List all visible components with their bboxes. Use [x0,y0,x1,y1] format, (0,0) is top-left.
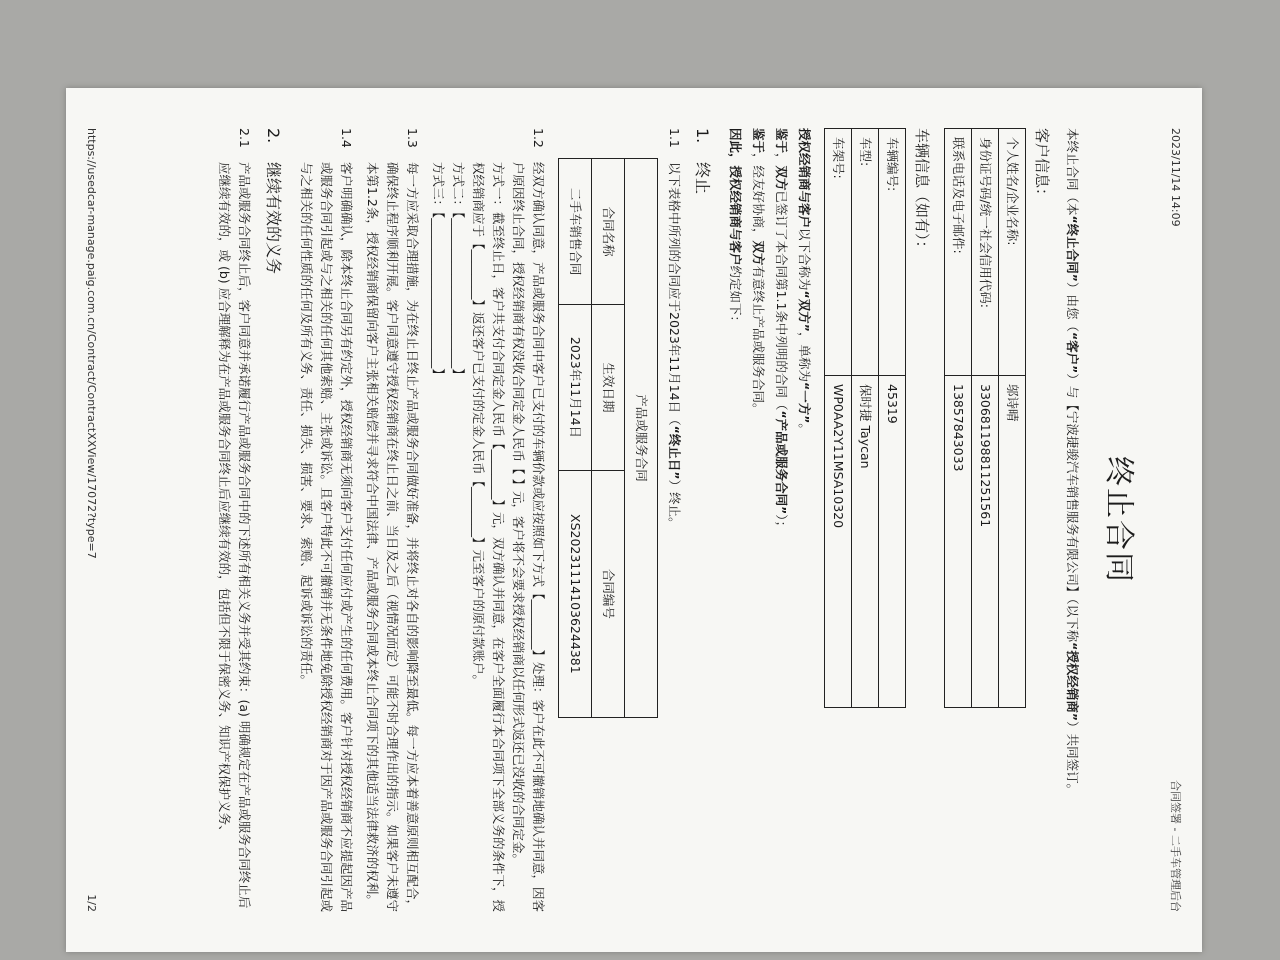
recital-signed: 鉴于，双方已签订了本合同第1.1条中列明的合同（“产品或服务合同”）； [774,128,790,534]
table-row [558,159,591,718]
contract-table [558,158,658,718]
document-title: 终止合同 [1101,456,1137,584]
intro-paragraph: 本终止合同（本“终止合同”）由您（“客户”）与【宁波捷骏汽车销售服务有限公司】（以下称“授权经销商”）共同签订。 [1065,128,1081,797]
table-row: 车辆编号: 45319 [879,129,906,708]
print-timestamp: 2023/11/14 14:09 [1169,128,1182,227]
method-2: 方式二：【________________________】 [450,162,466,381]
col-header: 生效日期 [591,305,624,470]
method-1: 方式一：截至终止日，客户共支付合同定金人民币【________】元，双方确认并同意，在客户全面履行本合同项下全部义务的条件下，授权经销商应于【________】返还客户已支付的定金人民币【________】元至客户的原付款账户。 [470,162,506,913]
table-row: 个人姓名/企业名称: 邬诗晴 [999,129,1026,708]
clause-1-3: 1.3 每一方应采取合理措施，为在终止日终止产品或服务合同做好准备，并将终止对各自的影响降至最低。每一方应本着善意原则相互配合，确保终止程序顺利开展。客户同意遵守授权经销商在终止日之前、当日及之后（视情况而定）可能不时合理作出的指示。如果客户未遵守本第1.2条，授权经销商保留向客户主张相关赔偿并寻求符合中国法律、产品或服务合同或本终止合同项下的其他适当法律救济的权利。 [364,128,420,913]
table-row: 联系电话及电子邮件: 13857843033 [945,129,972,708]
table-row: 车型: 保时捷 Taycan [852,129,879,708]
contract-table-group-header: 产品或服务合同 [624,159,657,718]
table-row [624,159,657,718]
clause-1-2: 1.2 经双方确认同意，产品或服务合同中客户已支付的车辆价款或应按照如下方式【________】处理：客户在此不可撤销地确认并同意，因客户原因终止合同，授权经销商有权没收合同定金人民币【 】元，客户将不会要求授权经销商以任何形式返还已没收的合同定金。 方式一：截至终止日，客户共支付合同定金人民币【________】元，双方确认并同意，在客户全面履行本合同项下全部义务的条件下，授权经销商应于【________】返还客户已支付的定金人民币【________】元至客户的原付款账户。 方式二：【________________________】 方式三：【________________________】 [430,128,546,913]
page-header [1166,128,1184,912]
contract-name: 二手车销售合同 [558,159,591,305]
col-header: 合同名称 [591,159,624,305]
customer-info-heading: 客户信息： [1033,128,1052,204]
customer-info-table [944,128,1026,708]
table-row [591,159,624,718]
page-footer [82,128,100,912]
clause-2-1: 2.1 产品或服务合同终止后，客户同意并承诺履行产品或服务合同中的下述所有相关义务并受其约束：(a) 明确规定在产品或服务合同终止后应继续有效的，或 (b) 应合理解释为在产品或服务合同终止后应继续有效的，包括但不限于保密义务、知识产权保护义务、 [217,128,253,909]
page-url: https://usedcar-manage.paig.com.cn/Contract/ContractXXView/17072?type=7 [85,128,98,559]
vehicle-info-table [824,128,906,708]
recital-therefore: 因此，授权经销商与客户约定如下： [728,128,744,329]
page-number: 1/2 [85,894,98,912]
contract-number: XS20231114103624438​1 [558,470,591,717]
method-3: 方式三：【________________________】 [430,162,446,381]
document-page [66,88,1202,952]
vehicle-info-heading: 车辆信息（如有）： [913,128,932,256]
effective-date: 2023年11月14日 [558,305,591,470]
recital-intent: 鉴于，经友好协商，双方有意终止产品或服务合同。 [751,128,767,416]
paper-sheet [66,88,1202,952]
section-2-heading: 2. 继续有效的义务 [263,128,283,275]
col-header: 合同编号 [591,470,624,717]
clause-1-4: 1.4 客户明确确认，除本终止合同另有约定外，授权经销商无须向客户支付任何应付或产生的任何费用。客户针对授权经销商不应提起因产品或服务合同引起或与之相关的任何其他索赔、主张或诉讼。且客户特此不可撤销并无条件地免除授权经销商对于因产品或服务合同引起或与之相关的任何性质的任何及所有义务、责任、损失、损害、要求、索赔、起诉或诉讼的责任。 [298,128,354,913]
section-1-heading: 1. 终止 [693,128,713,195]
system-name: 合同签署 - 二手车管理后台 [1169,780,1182,912]
table-row: 身份证号码/统一社会信用代码: 330681198811251561 [972,129,999,708]
clause-1-1: 1.1 以下表格中所列的合同应于2023年11月14日（“终止日”）终止。 [666,128,682,530]
recital-parties: 授权经销商与客户以下合称为“双方”，单称为“一方”。 [797,128,813,436]
table-row: 车架号: WP0AA2Y11MSA10320 [825,129,852,708]
